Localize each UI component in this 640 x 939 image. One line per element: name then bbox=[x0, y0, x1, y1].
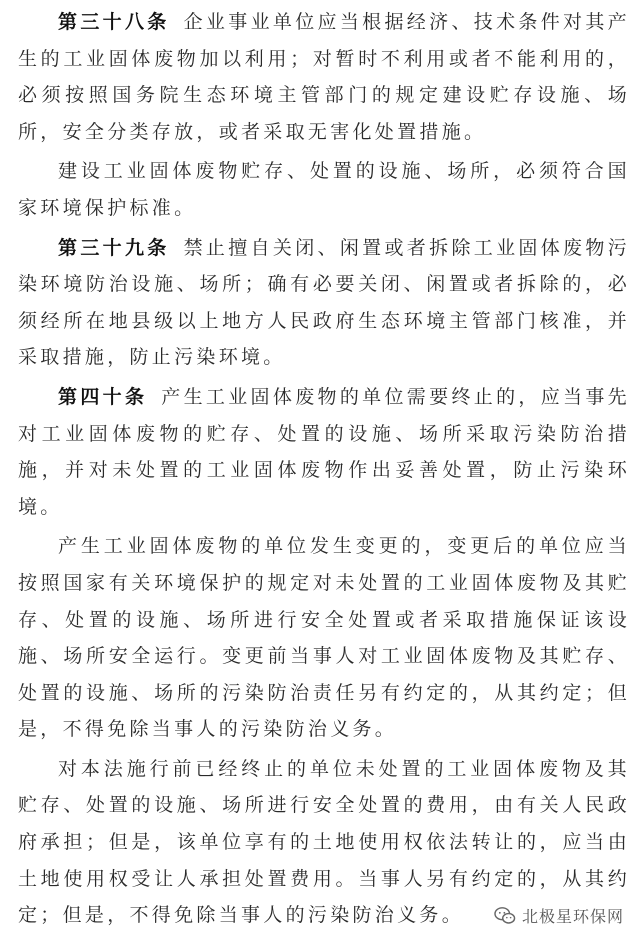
article-39-paragraph bbox=[18, 230, 630, 376]
wechat-icon bbox=[494, 906, 516, 926]
article-39-text: 禁止擅自关闭、闲置或者拆除工业固体废物污染环境防治设施、场所；确有必要关闭、闲置或者拆除的，必须经所在地县级以上地方人民政府生态环境主管部门核准，并采取措施，防止污染环境。 bbox=[18, 236, 630, 369]
watermark-text: 北极星环保网 bbox=[521, 907, 624, 926]
article-39-heading: 第三十九条 bbox=[58, 236, 170, 259]
article-40-paragraph bbox=[18, 379, 630, 525]
source-watermark bbox=[490, 902, 628, 929]
article-38-paragraph bbox=[18, 4, 630, 150]
article-40-heading: 第四十条 bbox=[58, 385, 148, 408]
article-40-text: 产生工业固体废物的单位需要终止的，应当事先对工业固体废物的贮存、处置的设施、场所采取污染防治措施，并对未处置的工业固体废物作出妥善处置，防止污染环境。 bbox=[18, 385, 630, 518]
article-40-text-3: 对本法施行前已经终止的单位未处置的工业固体废物及其贮存、处置的设施、场所进行安全处置的费用，由有关人民政府承担；但是，该单位享有的土地使用权依法转让的，应当由土地使用权受让人承担处置费用。当事人另有约定的，从其约定；但是，不得免除当事人的污染防治义务。 bbox=[18, 757, 630, 927]
article-40-text-2: 产生工业固体废物的单位发生变更的，变更后的单位应当按照国家有关环境保护的规定对未处置的工业固体废物及其贮存、处置的设施、场所进行安全处置或者采取措施保证该设施、场所安全运行。变更前当事人对工业固体废物及其贮存、处置的设施、场所的污染防治责任另有约定的，从其约定；但是，不得免除当事人的污染防治义务。 bbox=[18, 535, 630, 741]
article-38-paragraph-2 bbox=[18, 153, 630, 226]
document-body bbox=[18, 4, 630, 934]
article-38-heading: 第三十八条 bbox=[58, 11, 170, 33]
article-40-paragraph-2 bbox=[18, 528, 630, 748]
article-38-text: 企业事业单位应当根据经济、技术条件对其产生的工业固体废物加以利用；对暂时不利用或者不能利用的，必须按照国务院生态环境主管部门的规定建设贮存设施、场所，安全分类存放，或者采取无害化处置措施。 bbox=[18, 11, 630, 143]
article-38-text-2: 建设工业固体废物贮存、处置的设施、场所，必须符合国家环境保护标准。 bbox=[18, 160, 630, 219]
